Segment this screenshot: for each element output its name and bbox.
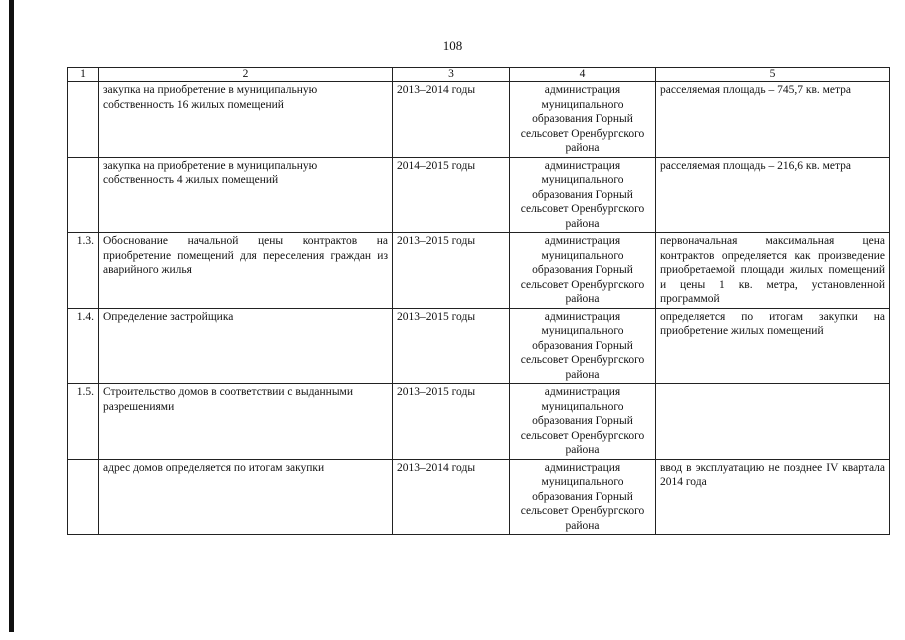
period-cell: 2013–2015 годы [393,308,510,384]
result-cell: расселяемая площадь – 216,6 кв. метра [656,157,890,233]
result-cell [656,384,890,460]
action-cell: адрес домов определяется по итогам закупки [99,459,393,535]
program-table [67,67,890,535]
action-cell: закупка на приобретение в муниципальную собственность 4 жилых помещений [99,157,393,233]
page-number: 108 [442,38,463,53]
column-header: 2 [99,68,393,82]
result-cell: первоначальная максимальная цена контрактов определяется как произведение приобретаемой площади жилых помещений и цены 1 кв. метра, установленной программой [656,233,890,309]
left-margin-bar [9,0,14,632]
result-cell: определяется по итогам закупки на приобретение жилых помещений [656,308,890,384]
row-number [68,157,99,233]
row-number: 1.5. [68,384,99,460]
table-header-row [68,68,890,82]
column-header: 3 [393,68,510,82]
result-cell: ввод в эксплуатацию не позднее IV квартала 2014 года [656,459,890,535]
row-number: 1.3. [68,233,99,309]
period-cell: 2013–2015 годы [393,233,510,309]
row-number [68,82,99,158]
executor-cell: администрация муниципального образования Горный сельсовет Оренбургского района [510,459,656,535]
executor-cell: администрация муниципального образования Горный сельсовет Оренбургского района [510,308,656,384]
row-number: 1.4. [68,308,99,384]
executor-cell: администрация муниципального образования Горный сельсовет Оренбургского района [510,384,656,460]
table-row [68,384,890,460]
period-cell: 2013–2014 годы [393,82,510,158]
row-number [68,459,99,535]
table-row [68,459,890,535]
column-header: 1 [68,68,99,82]
action-cell: закупка на приобретение в муниципальную собственность 16 жилых помещений [99,82,393,158]
executor-cell: администрация муниципального образования Горный сельсовет Оренбургского района [510,157,656,233]
executor-cell: администрация муниципального образования Горный сельсовет Оренбургского района [510,82,656,158]
table-row [68,233,890,309]
table-row [68,308,890,384]
column-header: 5 [656,68,890,82]
period-cell: 2013–2015 годы [393,384,510,460]
table-row [68,82,890,158]
action-cell: Обоснование начальной цены контрактов на приобретение помещений для переселения граждан из аварийного жилья [99,233,393,309]
executor-cell: администрация муниципального образования Горный сельсовет Оренбургского района [510,233,656,309]
table-row [68,157,890,233]
action-cell: Определение застройщика [99,308,393,384]
period-cell: 2014–2015 годы [393,157,510,233]
period-cell: 2013–2014 годы [393,459,510,535]
column-header: 4 [510,68,656,82]
action-cell: Строительство домов в соответствии с выданными разрешениями [99,384,393,460]
result-cell: расселяемая площадь – 745,7 кв. метра [656,82,890,158]
